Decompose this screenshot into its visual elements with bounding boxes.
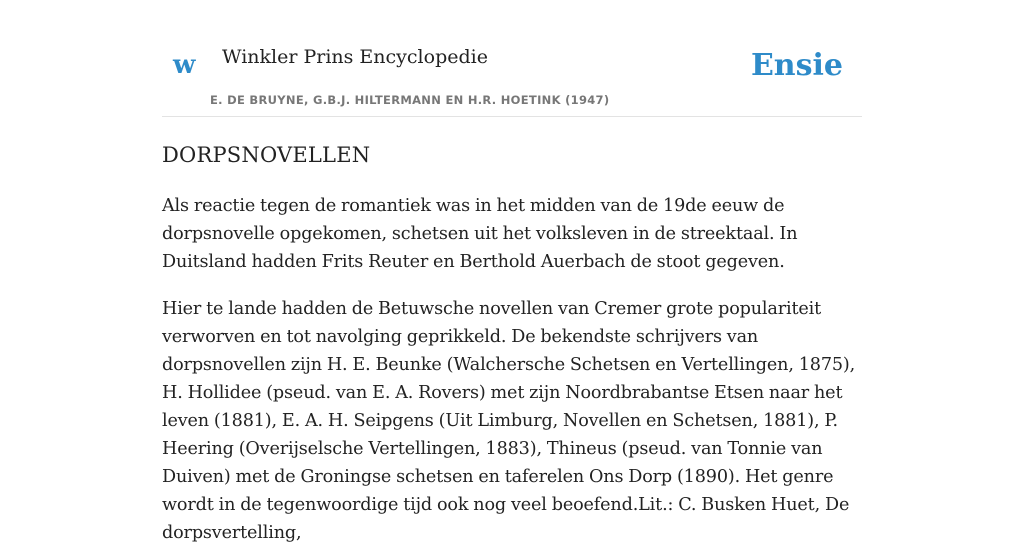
article-title: DORPSNOVELLEN xyxy=(162,143,371,167)
source-authors: E. DE BRUYNE, G.B.J. HILTERMANN EN H.R. HOETINK (1947) xyxy=(210,93,610,107)
article-paragraph-2: Hier te lande hadden de Betuwsche novellen van Cremer grote populariteit verworven en tot navolging geprikkeld. De bekendste schrijvers van dorpsnovellen zijn H. E. Beunke (Walchersche Schetsen en Vertellingen, 1875), H. Hollidee (pseud. van E. A. Rovers) met zijn Noordbrabantse Etsen naar het leven (1881), E. A. H. Seipgens (Uit Limburg, Novellen en Schetsen, 1881), P. Heering (Overijselsche Vertellingen, 1883), Thineus (pseud. van Tonnie van Duiven) met de Groningse schetsen en taferelen Ons Dorp (1890). Het genre wordt in de tegenwoordige tijd ook nog veel beoefend.Lit.: C. Busken Huet, De dorpsvertelling, xyxy=(162,299,856,543)
article xyxy=(162,140,862,547)
winkler-prins-logo-icon[interactable]: w xyxy=(173,50,196,80)
site-header xyxy=(162,0,862,117)
ensie-logo-link[interactable]: Ensie xyxy=(750,48,843,83)
source-title: Winkler Prins Encyclopedie xyxy=(222,46,488,68)
article-paragraph-1: Als reactie tegen de romantiek was in het midden van de 19de eeuw de dorpsnovelle opgekomen, schetsen uit het volksleven in de streektaal. In Duitsland hadden Frits Reuter en Berthold Auerbach de stoot gegeven. xyxy=(162,196,798,272)
